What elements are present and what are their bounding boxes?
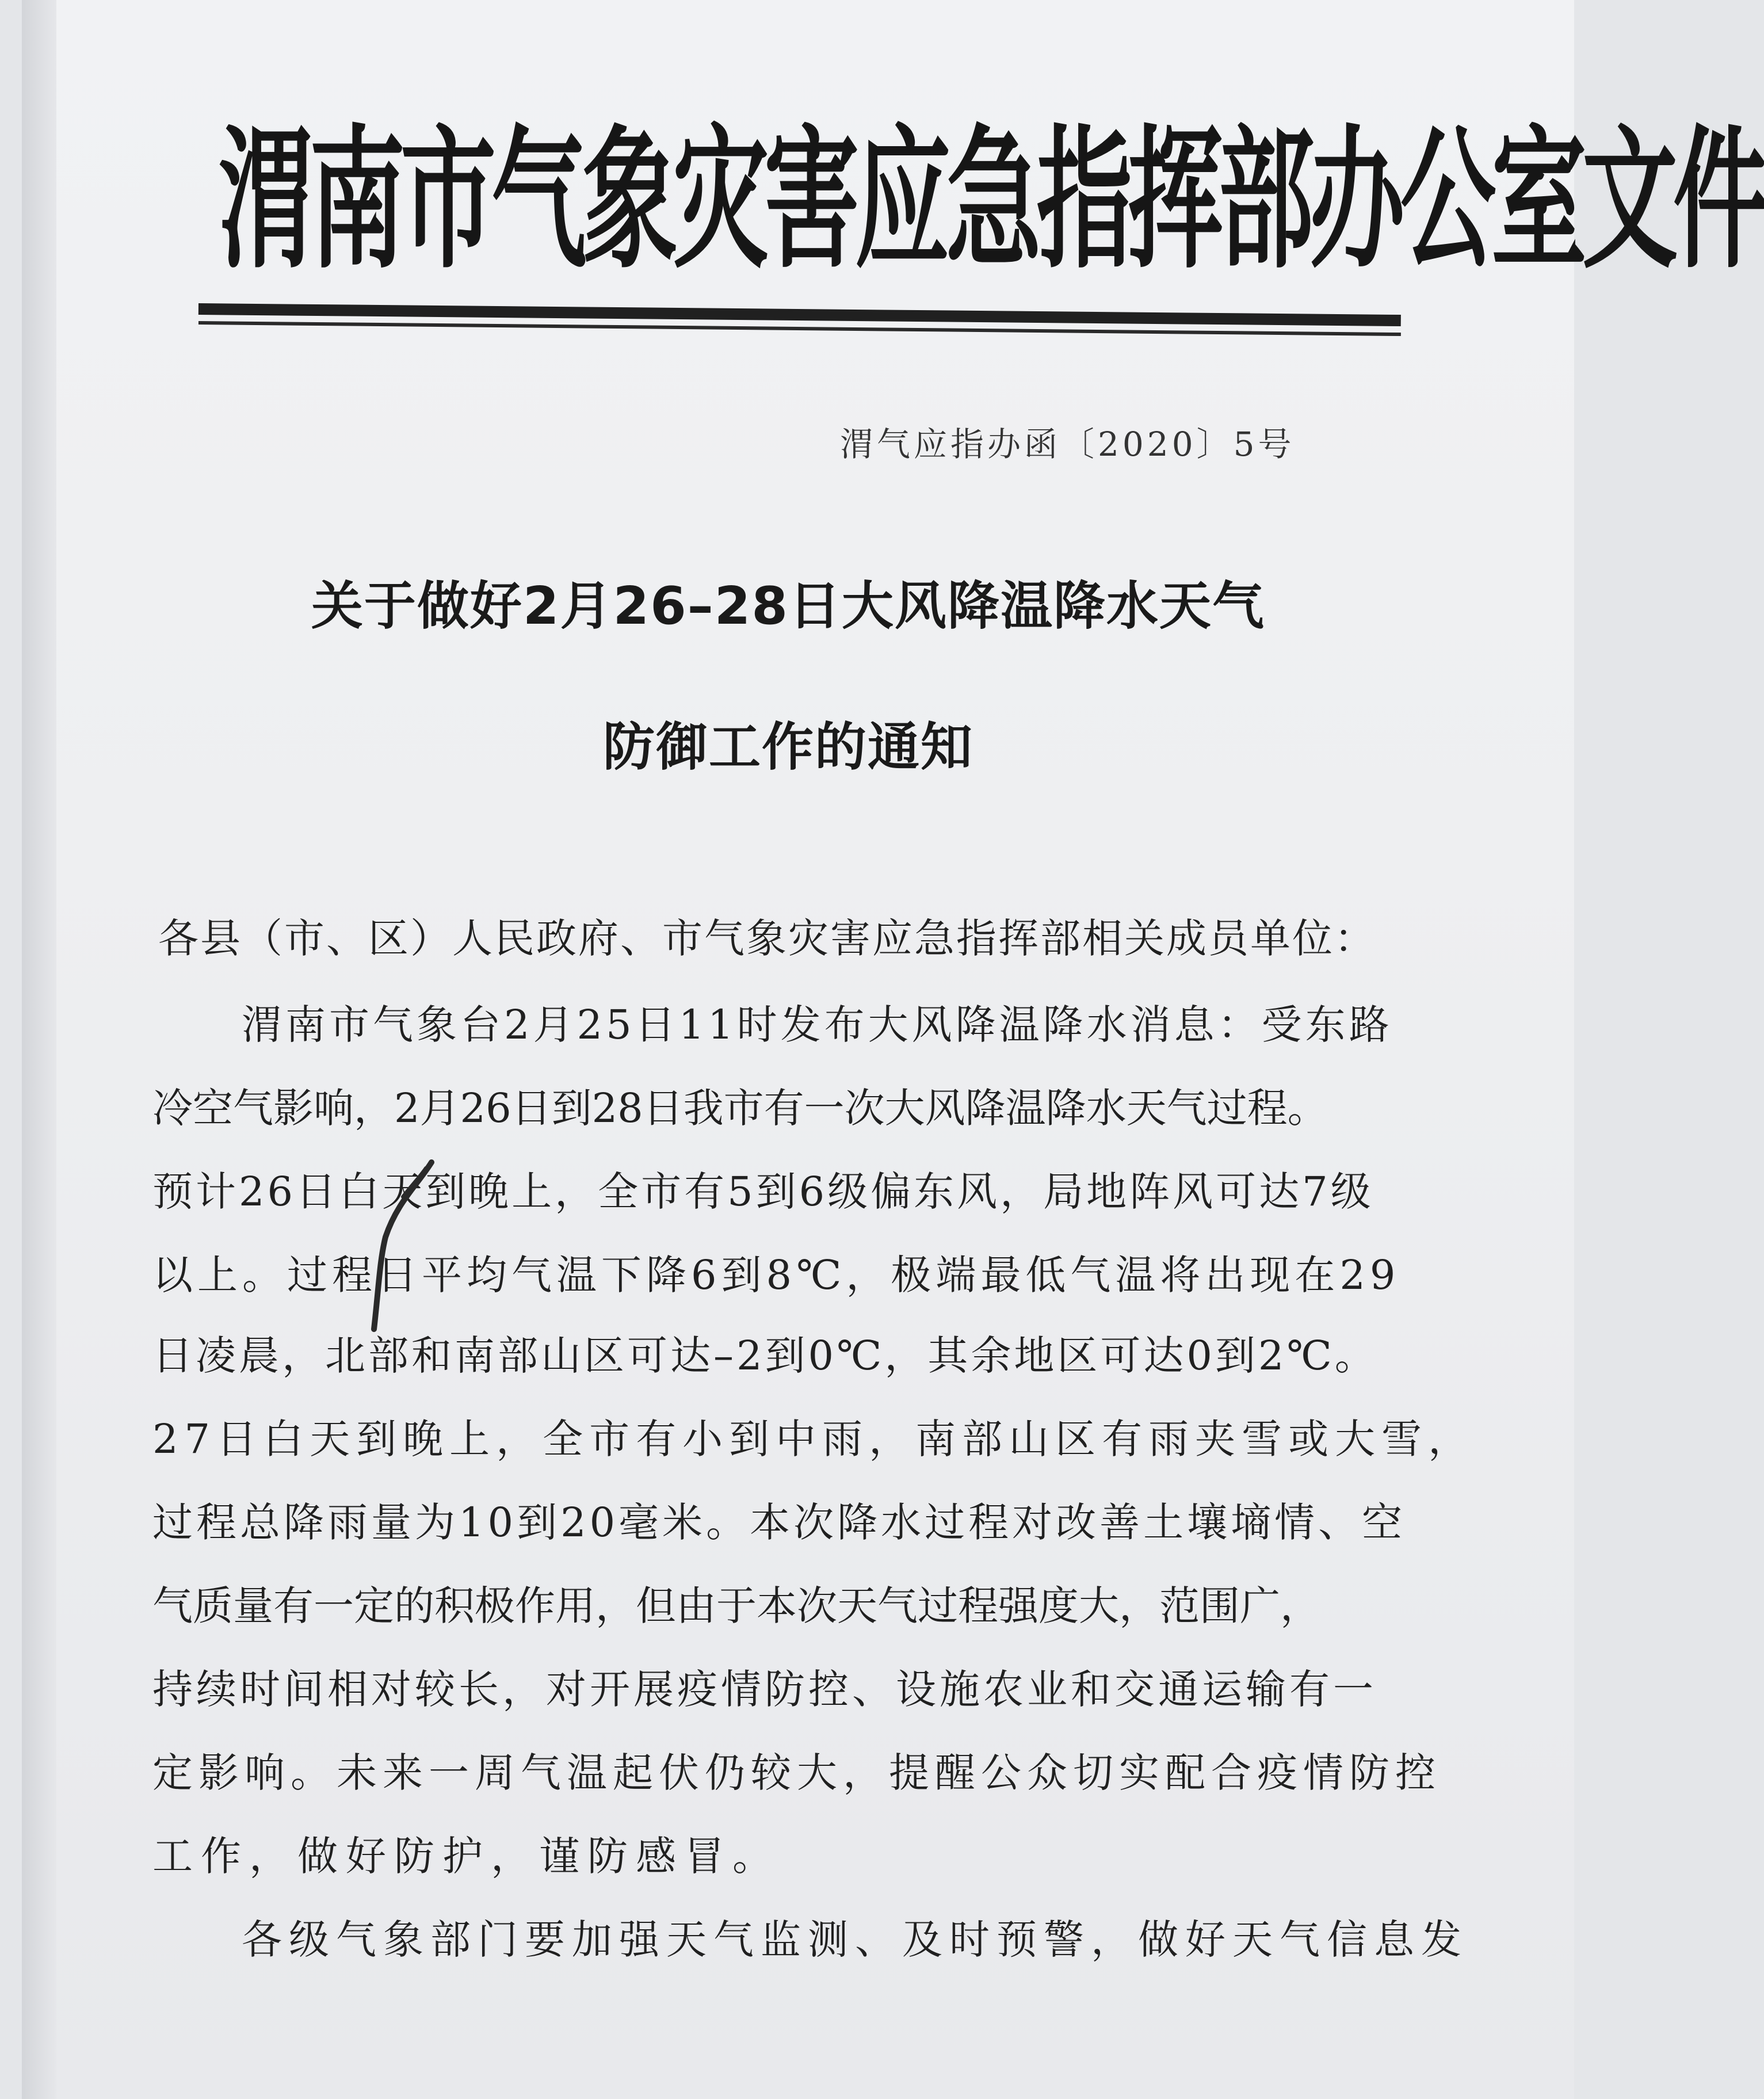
body-paragraph-1-line: 气质量有一定的积极作用，但由于本次天气过程强度大，范围广， <box>152 1582 1320 1629</box>
body-paragraph-1-line: 27日白天到晚上，全市有小到中雨，南部山区有雨夹雪或大雪， <box>152 1415 1475 1463</box>
notice-title-line-1: 关于做好2月26–28日大风降温降水天气 <box>311 576 1266 636</box>
body-paragraph-1-line: 持续时间相对较长，对开展疫情防控、设施农业和交通运输有一 <box>152 1666 1377 1713</box>
body-paragraph-1-line: 渭南市气象台2月25日11时发布大风降温降水消息：受东路 <box>242 1001 1393 1048</box>
body-paragraph-2-line: 各级气象部门要加强天气监测、及时预警，做好天气信息发 <box>242 1916 1468 1963</box>
recipients-line: 各县（市、区）人民政府、市气象灾害应急指挥部相关成员单位： <box>158 915 1376 962</box>
body-paragraph-1-line: 过程总降雨量为10到20毫米。本次降水过程对改善土壤墒情、空 <box>152 1499 1406 1546</box>
body-paragraph-1-line: 以上。过程日平均气温下降6到8℃，极端最低气温将出现在29 <box>152 1251 1400 1299</box>
ink-stroke-mark <box>362 1151 449 1341</box>
document-masthead: 渭南市气象灾害应急指挥部办公室文件 <box>219 112 1764 290</box>
document-number: 渭气应指办函〔2020〕5号 <box>840 425 1295 464</box>
body-paragraph-1-line: 冷空气影响，2月26日到28日我市有一次大风降温降水天气过程。 <box>152 1085 1328 1132</box>
body-paragraph-1-line: 定影响。未来一周气温起伏仍较大，提醒公众切实配合疫情防控 <box>152 1749 1441 1796</box>
body-paragraph-1-line: 预计26日白天到晚上，全市有5到6级偏东风，局地阵风可达7级 <box>152 1168 1374 1215</box>
body-paragraph-1-line: 日凌晨，北部和南部山区可达–2到0℃，其余地区可达0到2℃。 <box>152 1332 1378 1379</box>
body-paragraph-1-line: 工作，做好防护，谨防感冒。 <box>152 1833 781 1880</box>
notice-title-line-2: 防御工作的通知 <box>603 717 973 777</box>
page-edge-shadow <box>22 0 56 2099</box>
